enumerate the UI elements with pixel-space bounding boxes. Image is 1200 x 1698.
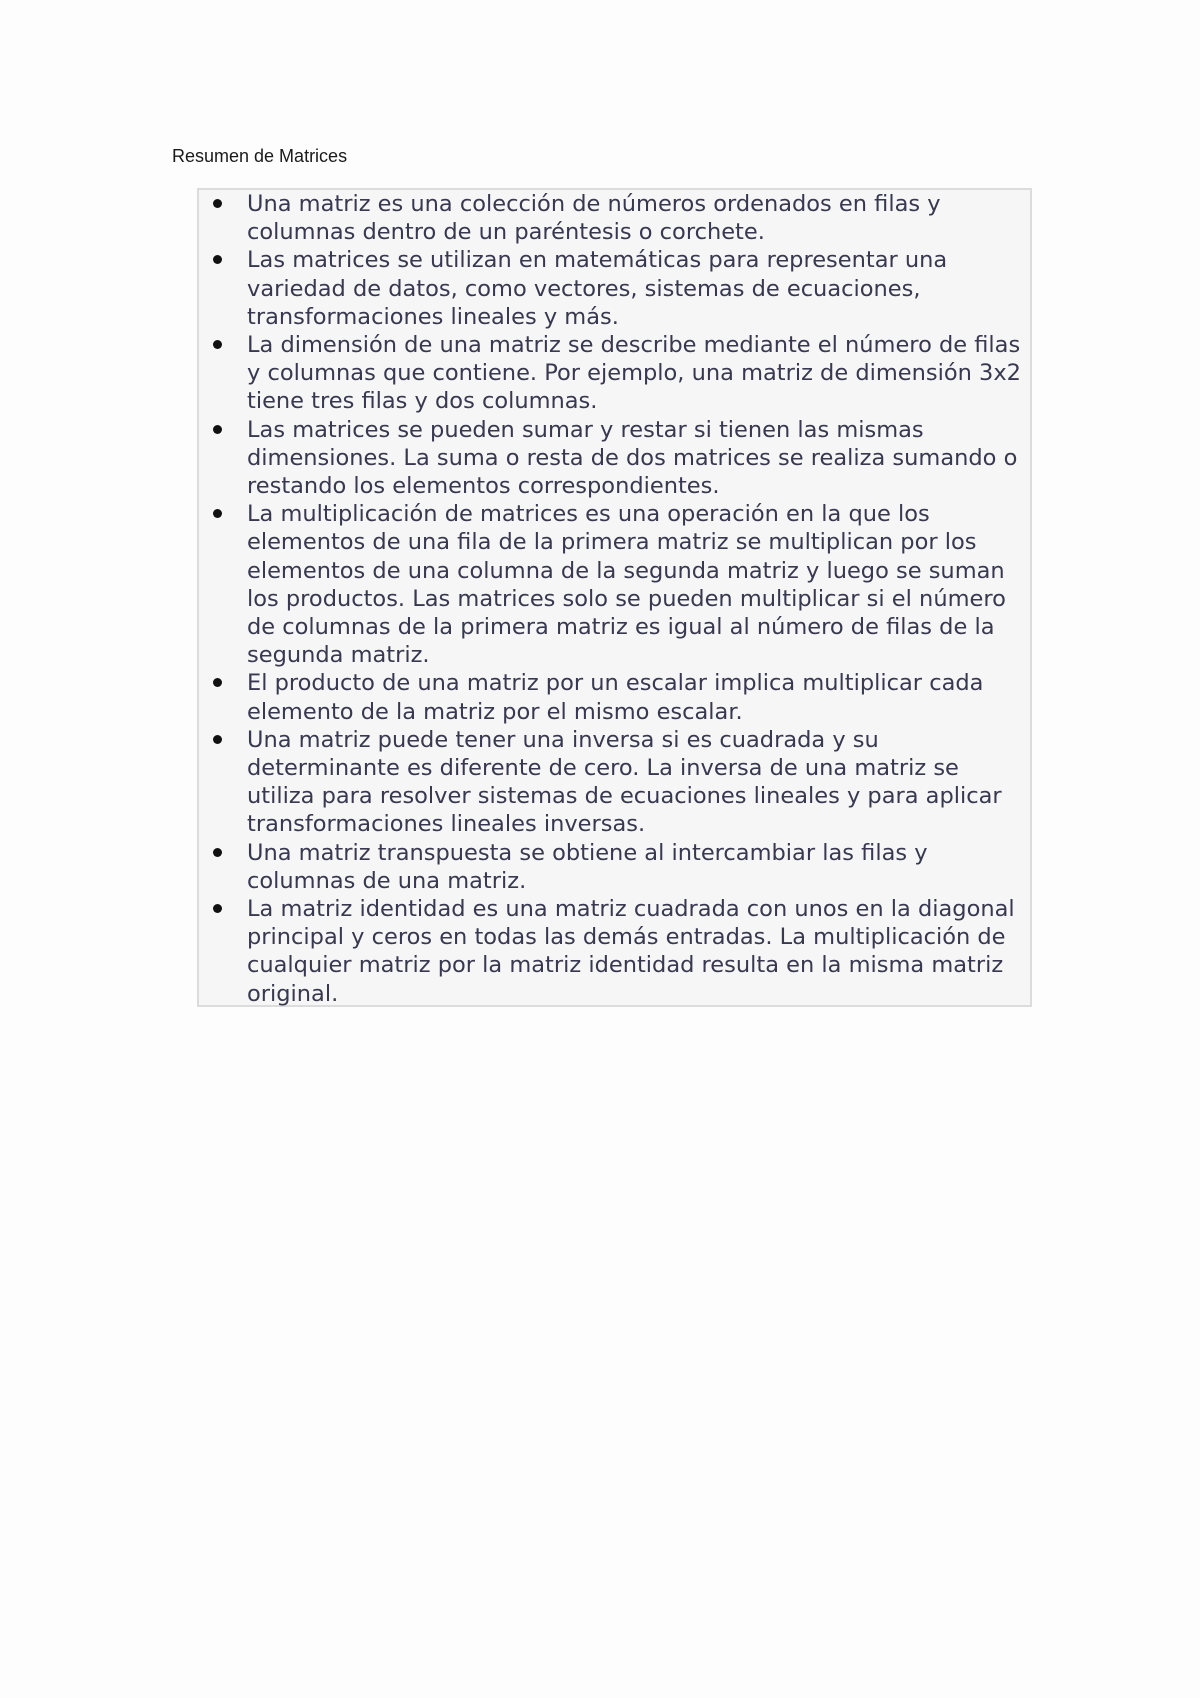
list-item [199, 895, 1030, 1008]
list-item [199, 726, 1030, 839]
list-item-text: La multiplicación de matrices es una operación en la que los elementos de una fila de la primera matriz se multiplican por los elementos de una columna de la segunda matriz y luego se suman los productos. Las matrices solo se pueden multiplicar si el número de columnas de la primera matriz es igual al número de filas de la segunda matriz. [247, 501, 1006, 669]
list-item [199, 500, 1030, 669]
bullet-icon [213, 340, 222, 349]
bullet-icon [213, 678, 222, 687]
list-item [199, 839, 1030, 895]
list-item-text: Una matriz es una colección de números ordenados en filas y columnas dentro de un paréntesis o corchete. [247, 191, 941, 246]
list-item-text: Una matriz puede tener una inversa si es cuadrada y su determinante es diferente de cero. La inversa de una matriz se utiliza para resolver sistemas de ecuaciones lineales y para aplicar transformaciones lineales inversas. [247, 726, 1002, 838]
bullet-icon [213, 255, 222, 264]
list-item [199, 416, 1030, 501]
list-item [199, 331, 1030, 416]
list-item [199, 246, 1030, 331]
summary-list [199, 190, 1030, 1008]
list-item-text: El producto de una matriz por un escalar implica multiplicar cada elemento de la matriz por el mismo escalar. [247, 670, 984, 725]
list-item-text: La dimensión de una matriz se describe mediante el número de filas y columnas que contiene. Por ejemplo, una matriz de dimensión 3x2 tiene tres filas y dos columnas. [247, 332, 1021, 415]
bullet-icon [213, 509, 222, 518]
list-item-text: Las matrices se pueden sumar y restar si tienen las mismas dimensiones. La suma o resta de dos matrices se realiza sumando o restando los elementos correspondientes. [247, 416, 1018, 500]
bullet-icon [213, 904, 222, 913]
bullet-icon [213, 199, 222, 208]
bullet-icon [213, 735, 222, 744]
bullet-icon [213, 848, 222, 857]
list-item-text: Las matrices se utilizan en matemáticas para representar una variedad de datos, como vectores, sistemas de ecuaciones, transformaciones lineales y más. [247, 247, 948, 330]
list-item [199, 669, 1030, 725]
list-item [199, 190, 1030, 246]
list-item-text: La matriz identidad es una matriz cuadrada con unos en la diagonal principal y ceros en todas las demás entradas. La multiplicación de cualquier matriz por la matriz identidad resulta en la misma matriz original. [247, 896, 1015, 1007]
page-title: Resumen de Matrices [172, 146, 348, 166]
summary-box [197, 188, 1032, 1007]
bullet-icon [213, 425, 222, 434]
list-item-text: Una matriz transpuesta se obtiene al intercambiar las filas y columnas de una matriz. [247, 839, 928, 894]
